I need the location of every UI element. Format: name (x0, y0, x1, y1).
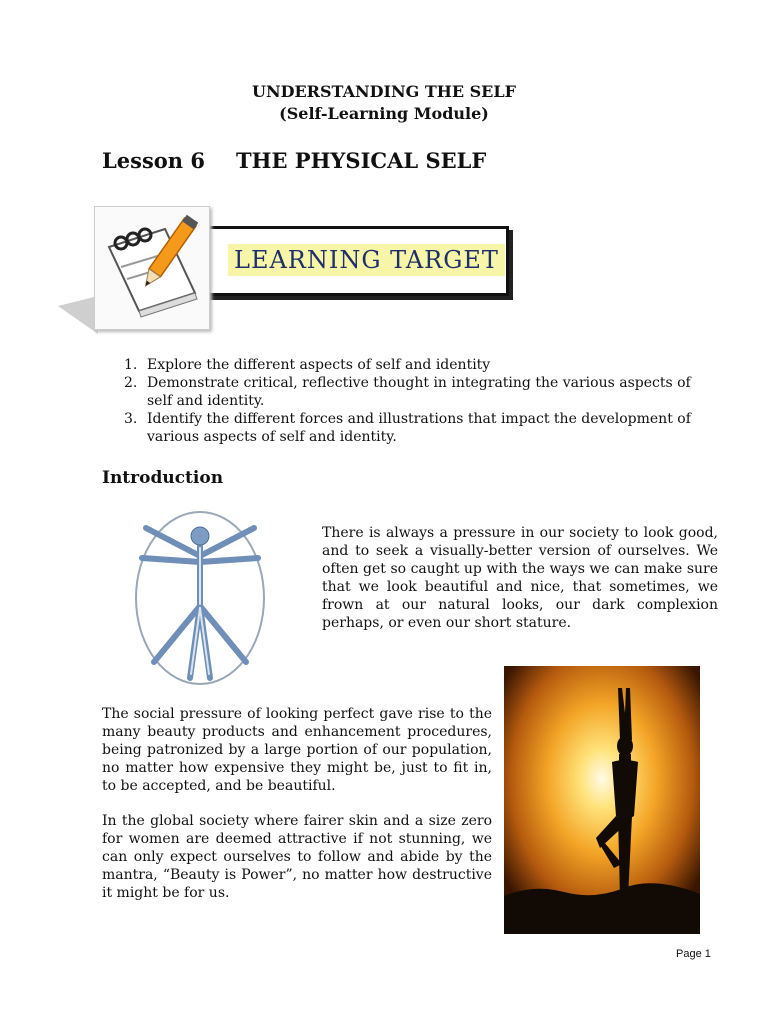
learning-target-label: LEARNING TARGET (228, 244, 505, 276)
vitruvian-body-illustration (128, 506, 272, 690)
notepad-pencil-icon (94, 206, 210, 330)
intro-paragraph-1: There is always a pressure in our society to look good, and to seek a visually-better version of ourselves. We often get so caught up with the ways we can make sure that we look beautiful and nice, that sometimes, we frown at our natural looks, our dark complexion perhaps, or even our short stature. (322, 525, 718, 631)
course-title: UNDERSTANDING THE SELF (252, 82, 516, 101)
objective-item: 1. Explore the different aspects of self and identity (124, 357, 491, 373)
lesson-title: THE PHYSICAL SELF (236, 148, 487, 173)
introduction-heading: Introduction (102, 468, 224, 488)
objective-item: 2. Demonstrate critical, reflective thought in integrating the various aspects of self and identity. (124, 375, 691, 409)
module-subtitle: (Self-Learning Module) (279, 104, 489, 123)
lesson-number: Lesson 6 (102, 148, 205, 173)
intro-paragraph-2: The social pressure of looking perfect gave rise to the many beauty products and enhancement procedures, being patronized by a large portion of our population, no matter how expensive they might be, just to fit in, to be accepted, and be beautiful. (102, 706, 492, 794)
intro-paragraph-3: In the global society where fairer skin and a size zero for women are deemed attractive if not stunning, we can only expect ourselves to follow and abide by the mantra, “Beauty is Power”, no matter how destructive it might be for us. (102, 813, 492, 901)
page-number: Page 1 (676, 948, 711, 960)
objective-item: 3. Identify the different forces and illustrations that impact the development of various aspects of self and identity. (124, 411, 691, 445)
objectives-list (102, 356, 702, 446)
yoga-silhouette-sunset (504, 666, 700, 934)
